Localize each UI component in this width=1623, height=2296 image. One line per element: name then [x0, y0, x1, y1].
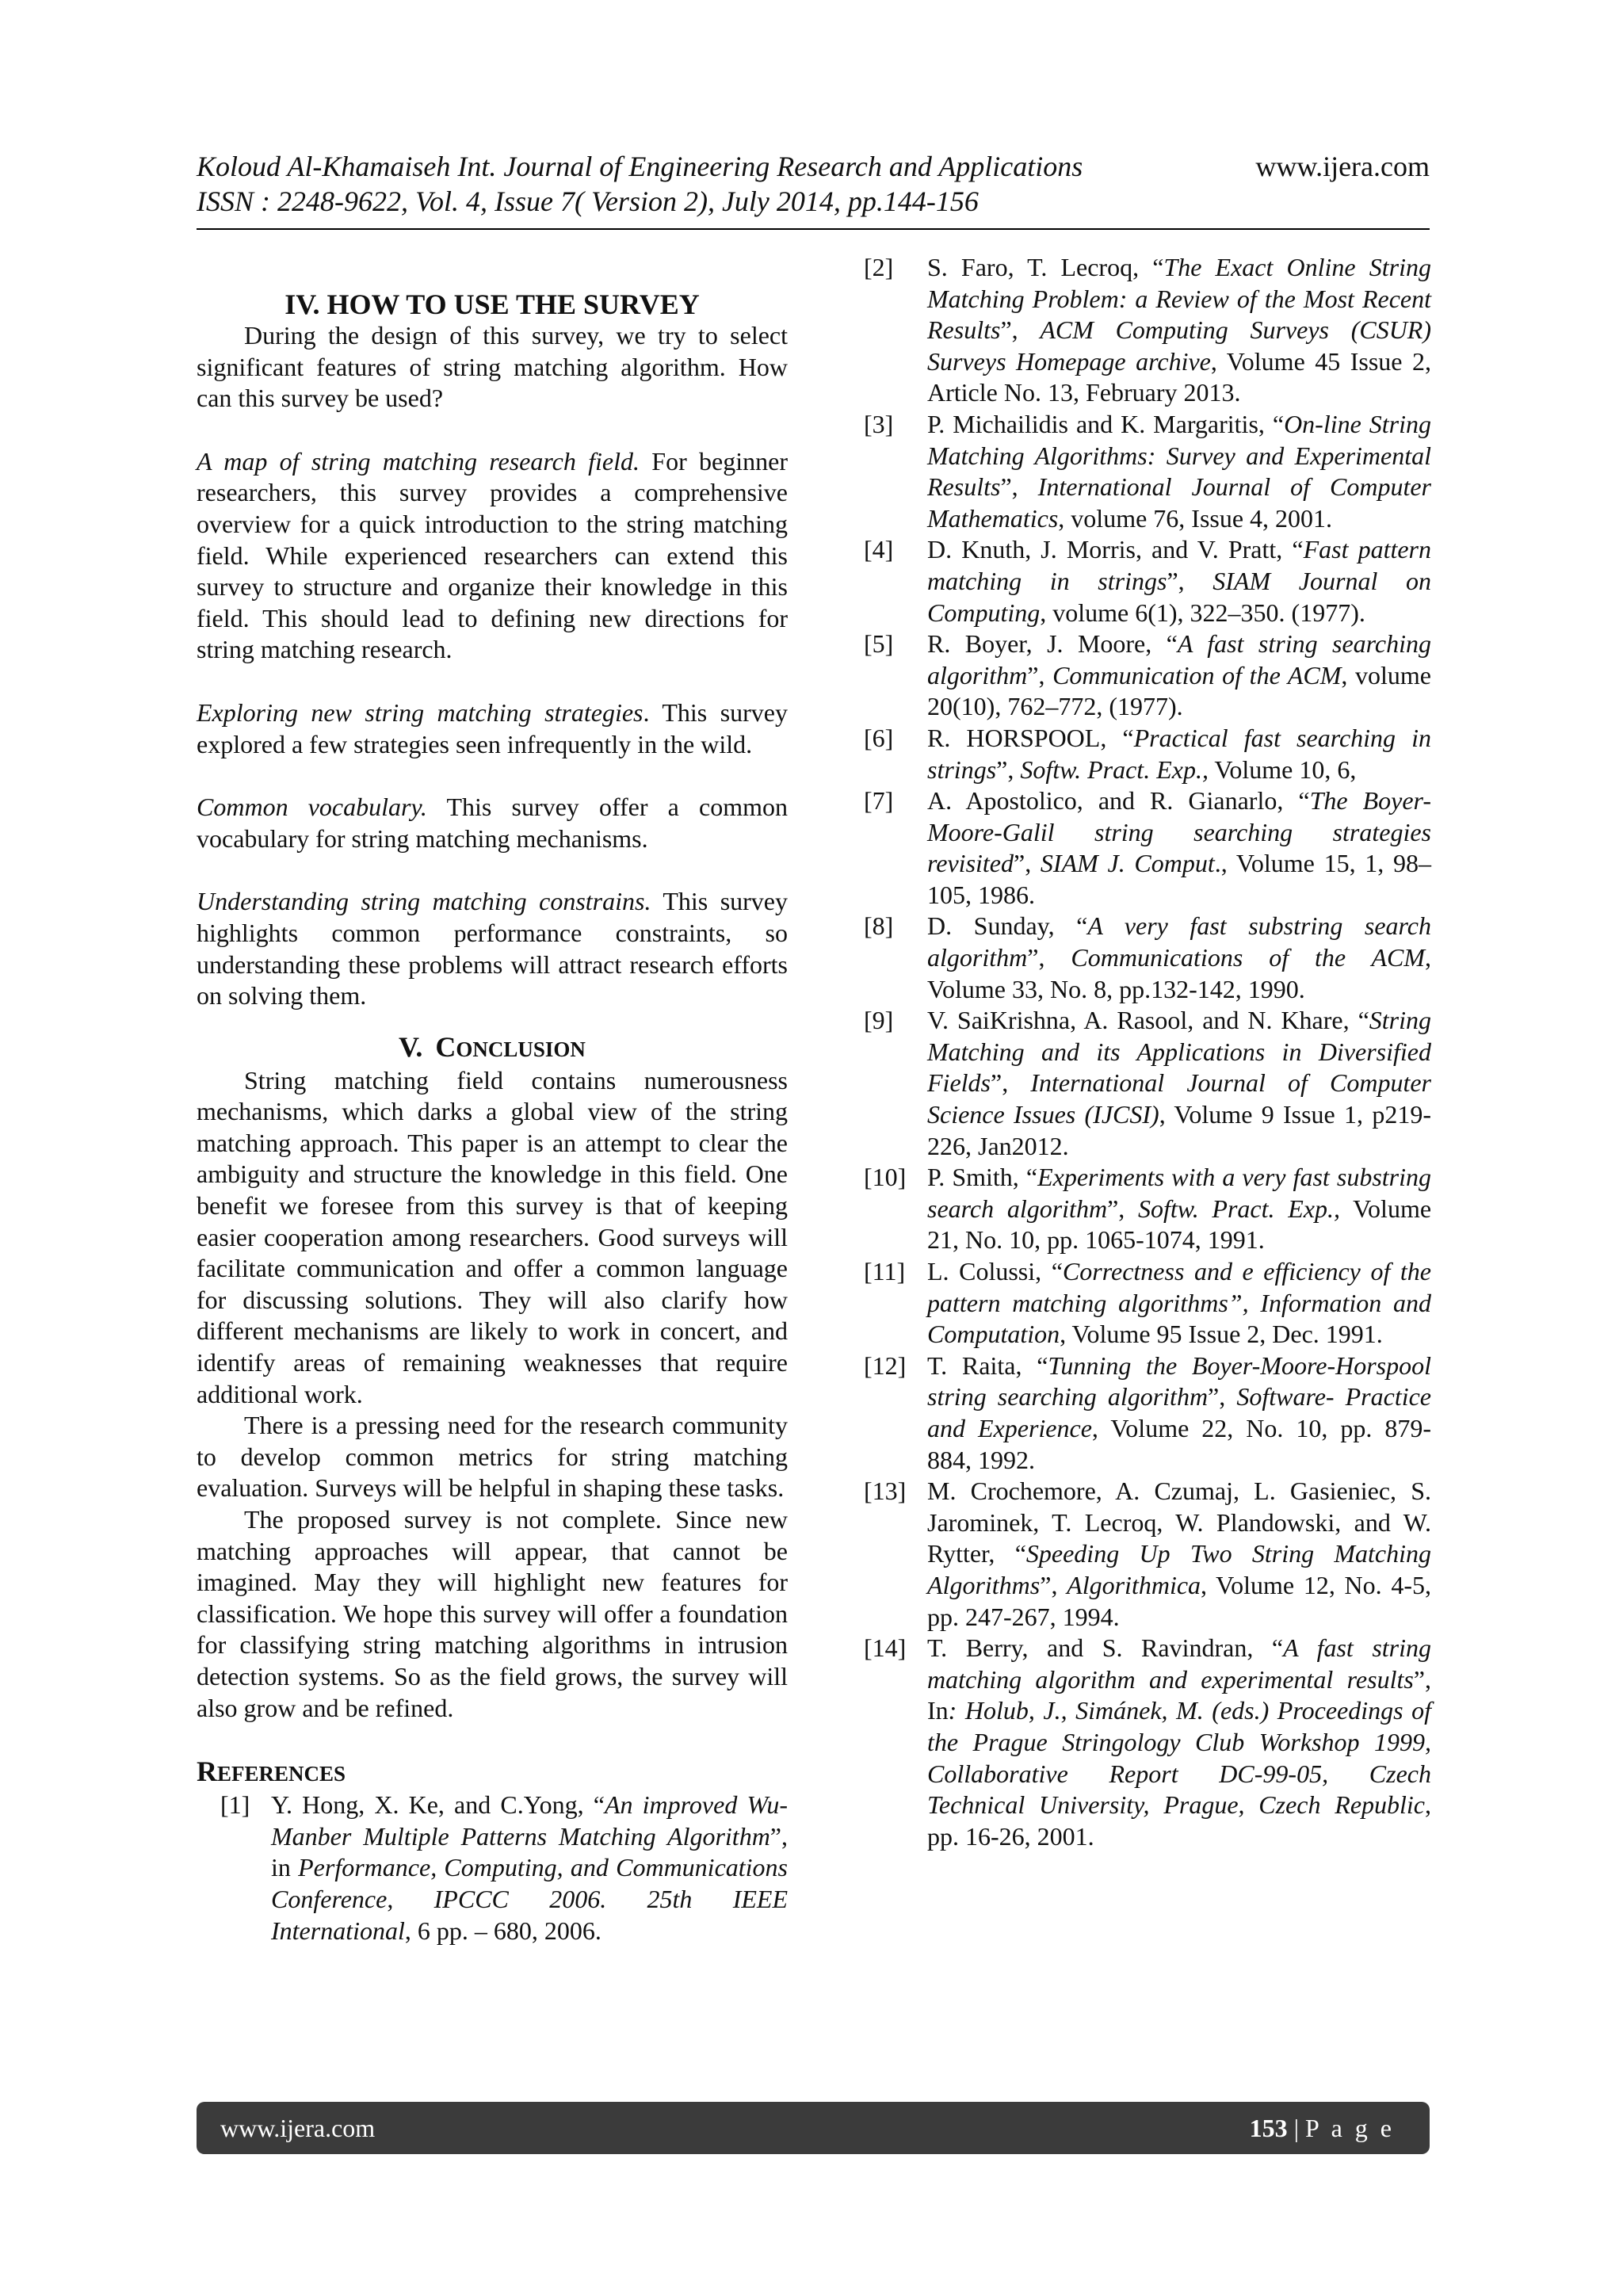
- right-column: [864, 252, 1431, 1852]
- reference-item: [9] V. SaiKrishna, A. Rasool, and N. Khare, “String Matching and its Applications in Diversified Fields”, International Journal of Computer Science Issues (IJCSI), Volume 9 Issue 1, p219-226, Jan2012.: [864, 1006, 1432, 1160]
- conclusion-paragraph: The proposed survey is not complete. Since new matching approaches will appear, that cannot be imagined. May they will highlight new features for classification. We hope this survey will offer a foundation for classifying string matching algorithms in intrusion detection systems. So as the field grows, the survey will also grow and be refined.: [197, 1505, 788, 1722]
- reference-item: [5] R. Boyer, J. Moore, “A fast string searching algorithm”, Communication of the ACM, volume 20(10), 762–772, (1977).: [864, 629, 1432, 721]
- reference-item: [3] P. Michailidis and K. Margaritis, “On-line String Matching Algorithms: Survey and Experimental Results”, International Journal of Computer Mathematics, volume 76, Issue 4, 2001.: [864, 409, 1432, 533]
- section-4-item: A map of string matching research field. For beginner researchers, this survey provides a comprehensive overview for a quick introduction to the string matching field. While experienced researchers can extend this survey to structure and organize their knowledge in this field. This should lead to defining new directions for string matching research.: [197, 446, 788, 664]
- reference-item: [2] S. Faro, T. Lecroq, “The Exact Online String Matching Problem: a Review of the Most Recent Results”, ACM Computing Surveys (CSUR) Surveys Homepage archive, Volume 45 Issue 2, Article No. 13, February 2013.: [864, 253, 1432, 407]
- reference-item: [10] P. Smith, “Experiments with a very fast substring search algorithm”, Softw. Pract. Exp., Volume 21, No. 10, pp. 1065-1074, 1991.: [864, 1163, 1432, 1255]
- reference-item: [14] T. Berry, and S. Ravindran, “A fast string matching algorithm and experimental results”, In: Holub, J., Simánek, M. (eds.) Proceedings of the Prague Stringology Club Workshop 1999, Collaborative Report DC-99-05, Czech Technical University, Prague, Czech Republic, pp. 16-26, 2001.: [864, 1633, 1432, 1851]
- section-4-item: Common vocabulary. This survey offer a common vocabulary for string matching mechanisms.: [197, 793, 788, 853]
- section-4-item: Understanding string matching constrains. This survey highlights common performance constraints, so understanding these problems will attract research efforts on solving them.: [197, 887, 789, 1010]
- header-website: www.ijera.com: [1255, 151, 1430, 182]
- references-heading: REFERENCES: [197, 1755, 346, 1788]
- reference-item: [7] A. Apostolico, and R. Gianarlo, “The Boyer-Moore-Galil string searching strategies revisited”, SIAM J. Comput., Volume 15, 1, 98–105, 1986.: [864, 786, 1432, 909]
- header-divider: [197, 228, 1430, 230]
- reference-item: [8] D. Sunday, “A very fast substring search algorithm”, Communications of the ACM, Volume 33, No. 8, pp.132-142, 1990.: [864, 911, 1432, 1003]
- section-4-intro: During the design of this survey, we try to select significant features of string matching algorithm. How can this survey be used?: [197, 321, 788, 413]
- header-journal-line: Koloud Al-Khamaiseh Int. Journal of Engineering Research and Applications: [197, 151, 1083, 182]
- reference-item: [6] R. HORSPOOL, “Practical fast searching in strings”, Softw. Pract. Exp., Volume 10, 6,: [864, 723, 1431, 784]
- section-4-heading: IV. HOW TO USE THE SURVEY: [285, 288, 700, 320]
- reference-item: [4] D. Knuth, J. Morris, and V. Pratt, “Fast pattern matching in strings”, SIAM Journal on Computing, volume 6(1), 322–350. (1977).: [864, 535, 1432, 627]
- left-column: [197, 252, 788, 1946]
- page-number: 153 | P a g e: [1249, 2113, 1395, 2142]
- reference-item: [1] Y. Hong, X. Ke, and C.Yong, “An improved Wu-Manber Multiple Patterns Matching Algorithm”, in Performance, Computing, and Communications Conference, IPCCC 2006. 25th IEEE International, 6 pp. – 680, 2006.: [220, 1790, 789, 1945]
- header-issn-line: ISSN : 2248-9622, Vol. 4, Issue 7( Version 2), July 2014, pp.144-156: [197, 185, 979, 217]
- running-header: [197, 149, 1430, 219]
- conclusion-paragraph: There is a pressing need for the research community to develop common metrics for string matching evaluation. Surveys will be helpful in shaping these tasks.: [197, 1411, 788, 1503]
- reference-item: [12] T. Raita, “Tunning the Boyer-Moore-Horspool string searching algorithm”, Software- Practice and Experience, Volume 22, No. 10, pp. 879-884, 1992.: [864, 1350, 1432, 1474]
- reference-item: [13] M. Crochemore, A. Czumaj, L. Gasieniec, S. Jarominek, T. Lecroq, W. Plandowski, and W. Rytter, “Speeding Up Two String Matching Algorithms”, Algorithmica, Volume 12, No. 4-5, pp. 247-267, 1994.: [864, 1477, 1432, 1631]
- section-4-item: Exploring new string matching strategies. This survey explored a few strategies seen infrequently in the wild.: [197, 697, 788, 758]
- section-5-heading: V. CONCLUSION: [399, 1030, 586, 1063]
- conclusion-paragraph: String matching field contains numerousness mechanisms, which darks a global view of the string matching approach. This paper is an attempt to clear the ambiguity and structure the knowledge in this field. One benefit we foresee from this survey is that of keeping easier cooperation among researchers. Good surveys will facilitate communication and offer a common language for discussing solutions. They will also clarify how different mechanisms are likely to work in concert, and identify areas of remaining weaknesses that require additional work.: [197, 1065, 788, 1408]
- footer-website: www.ijera.com: [220, 2113, 376, 2142]
- reference-item: [11] L. Colussi, “Correctness and e efficiency of the pattern matching algorithms”, Information and Computation, Volume 95 Issue 2, Dec. 1991.: [864, 1257, 1432, 1349]
- page-footer: [197, 2102, 1430, 2154]
